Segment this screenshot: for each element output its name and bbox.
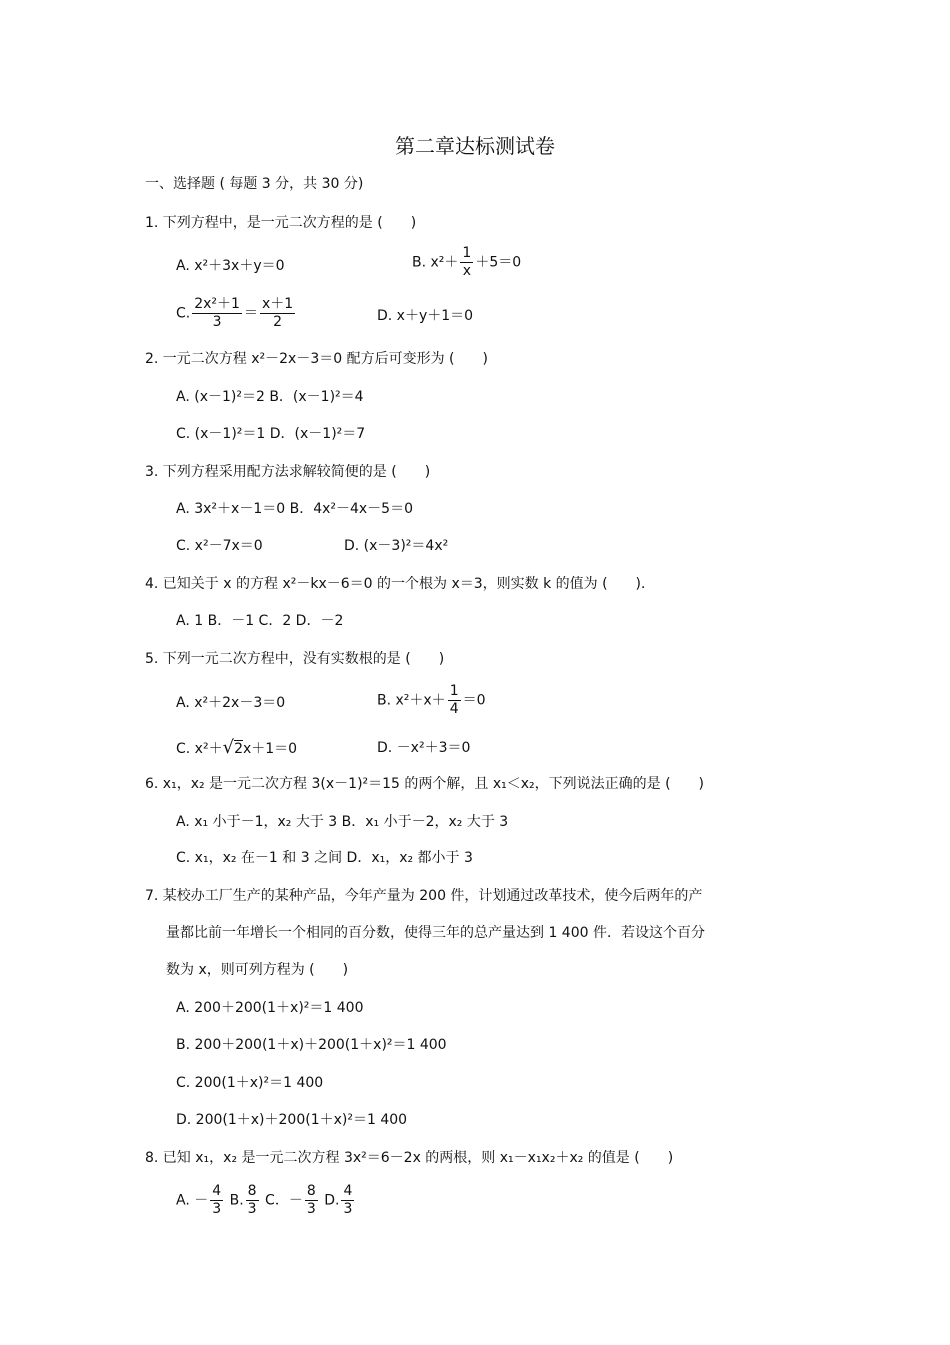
question-1-option-d: D. x＋y＋1＝0	[377, 308, 474, 324]
question-7-option-a: A. 200＋200(1＋x)²＝1 400	[176, 1000, 364, 1016]
question-7-option-b: B. 200＋200(1＋x)＋200(1＋x)²＝1 400	[176, 1037, 447, 1053]
question-4-stem: 4. 已知关于 x 的方程 x²－kx－6＝0 的一个根为 x＝3，则实数 k 的值为 ( )．	[145, 576, 656, 592]
question-6-options-ab: A. x₁ 小于－1，x₂ 大于 3 B．x₁ 小于－2，x₂ 大于 3	[176, 814, 509, 830]
page-title: 第二章达标测试卷	[395, 134, 555, 158]
question-3-options-ab: A. 3x²＋x－1＝0 B．4x²－4x－5＝0	[176, 501, 414, 517]
question-3-stem: 3. 下列方程采用配方法求解较简便的是 ( )	[145, 464, 431, 480]
question-1-option-a: A. x²＋3x＋y＝0	[176, 258, 285, 274]
fraction: $\frac{1}{4}$	[449, 683, 459, 717]
fraction: $\frac{8}{3}$	[306, 1183, 316, 1217]
question-5-option-d: D. －x²＋3＝0	[377, 740, 471, 756]
question-5-option-a: A. x²＋2x－3＝0	[176, 695, 286, 711]
fraction: $\frac{\text{2x²＋1}}{3}$	[194, 296, 240, 330]
question-8-stem: 8. 已知 x₁，x₂ 是一元二次方程 3x²＝6－2x 的两根，则 x₁－x₁x₂＋x₂ 的值是 ( )	[145, 1150, 674, 1166]
question-1-stem: 1. 下列方程中，是一元二次方程的是 ( )	[145, 215, 417, 231]
fraction: $\frac{x+1}{2}$	[261, 296, 294, 330]
question-5-stem: 5. 下列一元二次方程中，没有实数根的是 ( )	[145, 651, 445, 667]
question-6-stem: 6. x₁，x₂ 是一元二次方程 3(x－1)²＝15 的两个解，且 x₁＜x₂，下列说法正确的是 ( )	[145, 776, 705, 792]
fraction: $\frac{4}{3}$	[343, 1183, 353, 1217]
question-7-option-d: D. 200(1＋x)＋200(1＋x)²＝1 400	[176, 1112, 408, 1128]
question-7-stem-line-3: 数为 x，则可列方程为 ( )	[166, 962, 349, 978]
question-8-options: A. － $\frac{4}{3}$ B. $\frac{8}{3}$ C．－ $\frac{8}{3}$ D. $\frac{4}{3}$	[176, 1183, 353, 1217]
question-1-option-b: B. x²＋ $\frac{1}{x}$ ＋5＝0	[412, 245, 522, 279]
question-7-stem-line-1: 7. 某校办工厂生产的某种产品，今年产量为 200 件，计划通过改革技术，使今后两年的产	[145, 888, 703, 904]
question-7-option-c: C. 200(1＋x)²＝1 400	[176, 1075, 324, 1091]
question-5-option-c: C. x²＋√2x＋1＝0	[176, 737, 298, 758]
fraction: $\frac{8}{3}$	[247, 1183, 257, 1217]
section-heading: 一、选择题 ( 每题 3 分，共 30 分)	[145, 176, 364, 192]
question-2-stem: 2. 一元二次方程 x²－2x－3＝0 配方后可变形为 ( )	[145, 351, 488, 367]
question-2-options-ab: A. (x－1)²＝2 B．(x－1)²＝4	[176, 389, 364, 405]
question-7-stem-line-2: 量都比前一年增长一个相同的百分数，使得三年的总产量达到 1 400 件．若设这个百分	[166, 925, 705, 941]
radical-sign: √	[222, 737, 235, 758]
question-3-option-d: D. (x－3)²＝4x²	[344, 538, 449, 554]
question-1-option-c: C. $\frac{\text{2x²＋1}}{3}$ ＝ $\frac{x+1}{2}$	[176, 296, 294, 330]
question-6-options-cd: C. x₁，x₂ 在－1 和 3 之间 D．x₁，x₂ 都小于 3	[176, 850, 473, 866]
question-5-option-b: B. x²＋x＋ $\frac{1}{4}$ ＝0	[377, 683, 486, 717]
fraction: $\frac{1}{x}$	[462, 245, 472, 279]
question-3-option-c: C. x²－7x＝0	[176, 538, 263, 554]
question-2-options-cd: C. (x－1)²＝1 D．(x－1)²＝7	[176, 426, 366, 442]
question-4-options: A. 1 B．－1 C．2 D．－2	[176, 613, 344, 629]
fraction: $\frac{4}{3}$	[212, 1183, 222, 1217]
